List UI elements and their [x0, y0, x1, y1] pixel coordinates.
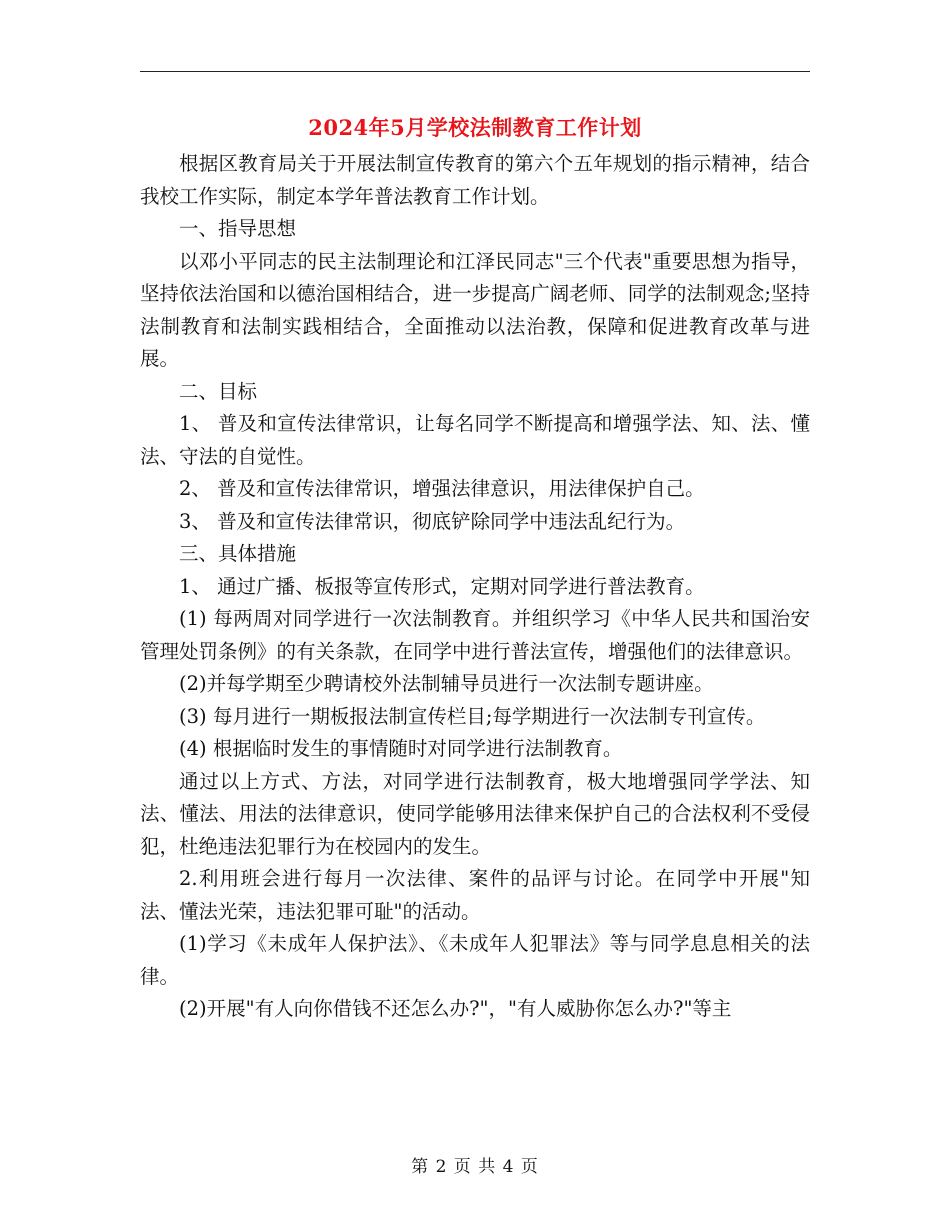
measure-subitem-1: (1) 每两周对同学进行一次法制教育。并组织学习《中华人民共和国治安管理处罚条例》的有关条款，在同学中进行普法宣传，增强他们的法律意识。: [140, 607, 810, 663]
measure-subitem-3: (3) 每月进行一期板报法制宣传栏目;每学期进行一次法制专刊宣传。: [179, 704, 766, 728]
goal-item-2: 2、 普及和宣传法律常识，增强法律意识，用法律保护自己。: [179, 477, 705, 500]
paragraph-summary: 通过以上方式、方法，对同学进行法制教育，极大地增强同学学法、知法、懂法、用法的法律意识，使同学能够用法律来保护自己的合法权利不受侵犯，杜绝违法犯罪行为在校园内的发生。: [140, 769, 810, 858]
measure2-subitem-1: (1)学习《未成年人保护法》、《未成年人犯罪法》等与同学息息相关的法律。: [140, 932, 810, 988]
measure-subitem-4: (4) 根据临时发生的事情随时对同学进行法制教育。: [179, 737, 623, 760]
document-title: 2024年5月学校法制教育工作计划: [308, 115, 642, 140]
measure2-subitem-2: (2)开展"有人向你借钱不还怎么办?"，"有人威胁你怎么办?"等主: [179, 997, 732, 1020]
measure-subitem-2: (2)并每学期至少聘请校外法制辅导员进行一次法制专题讲座。: [179, 672, 714, 695]
page-number-footer: 第 2 页 共 4 页: [411, 1157, 539, 1177]
paragraph-intro: 根据区教育局关于开展法制宣传教育的第六个五年规划的指示精神，结合我校工作实际，制定本学年普法教育工作计划。: [140, 152, 810, 208]
goal-item-1: 1、 普及和宣传法律常识，让每名同学不断提高和增强学法、知、法、懂法、守法的自觉性。: [140, 412, 810, 468]
measure-item-2: 2.利用班会进行每月一次法律、案件的品评与讨论。在同学中开展"知法、懂法光荣，违法犯罪可耻"的活动。: [140, 867, 810, 923]
paragraph-guiding-thought: 以邓小平同志的民主法制理论和江泽民同志"三个代表"重要思想为指导，坚持依法治国和以德治国相结合，进一步提高广阔老师、同学的法制观念;坚持法制教育和法制实践相结合，全面推动以法治教，保障和促进教育改革与进展。: [140, 249, 810, 370]
header-rule: [140, 71, 810, 72]
heading-goals: 二、目标: [179, 379, 258, 403]
heading-measures: 三、具体措施: [179, 542, 297, 565]
document-body: [140, 148, 810, 1026]
measure-item-1: 1、 通过广播、板报等宣传形式，定期对同学进行普法教育。: [179, 574, 705, 598]
heading-guiding-thought: 一、指导思想: [179, 217, 297, 240]
goal-item-3: 3、 普及和宣传法律常识，彻底铲除同学中违法乱纪行为。: [179, 509, 686, 533]
